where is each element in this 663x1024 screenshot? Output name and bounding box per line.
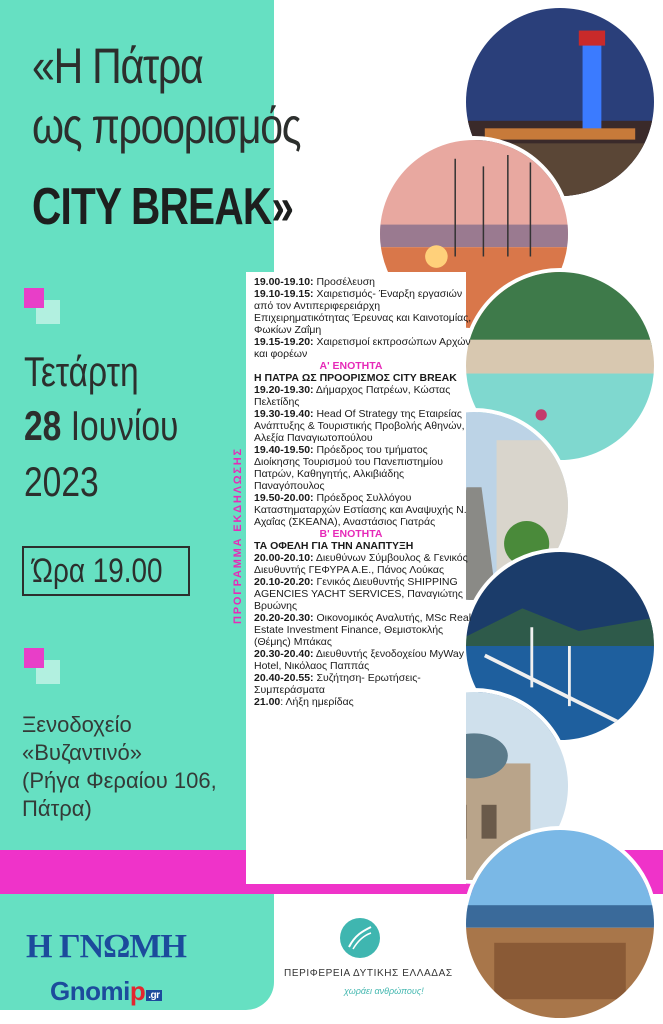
program-time: 19.15-19.20: — [254, 336, 314, 348]
title-line-3: CITY BREAK» — [32, 178, 294, 236]
program-time: 19.00-19.10: — [254, 276, 314, 288]
gnomip-logo[interactable] — [50, 976, 162, 1007]
program-text: Διευθύνων Σύμβουλος & Γενικός Διευθυντής ΓΕΦΥΡΑ Α.Ε., Πάνος Λούκας — [254, 552, 468, 576]
venue-line-4: Πάτρα) — [22, 796, 92, 821]
date-day: 28 — [24, 402, 62, 449]
program-item — [254, 648, 476, 672]
program-text: Γενικός Διευθυντής SHIPPING AGENCIES YACHT SERVICES, Παναγιώτης Βρυώνης — [254, 576, 463, 612]
newspaper-logo-text: Η ΓΝΩΜΗ — [26, 928, 186, 965]
title-line-2: ως προορισμός — [32, 98, 301, 154]
program-item — [254, 336, 476, 360]
program-time: 19.30-19.40: — [254, 408, 314, 420]
program-item — [254, 612, 476, 648]
decor-square-pink — [24, 288, 44, 308]
section-a-label: Α' ΕΝΟΤΗΤΑ — [319, 360, 383, 372]
program-item — [254, 672, 476, 696]
decor-square-pink — [24, 648, 44, 668]
program-time: 20.10-20.20: — [254, 576, 314, 588]
program-time: 19.40-19.50: — [254, 444, 314, 456]
program-text: Πρόεδρος του τμήματος Διοίκησης Τουρισμού του Πανεπιστημίου Πατρών, Καθηγητής, Αλκιβιάδης Παναγόπουλος — [254, 444, 443, 492]
program-text: Χαιρετισμός- Έναρξη εργασιών από τον Αντιπεριφερειάρχη Επιχειρηματικότητας Έρευνας και Καινοτομίας, Φωκίων Ζαΐμη — [254, 288, 472, 336]
program-text: Δήμαρχος Πατρέων, Κώστας Πελετίδης — [254, 384, 451, 408]
program-item — [254, 384, 476, 408]
program-item — [254, 576, 476, 612]
date-month: Ιουνίου — [70, 402, 179, 449]
program-time: 20.20-20.30: — [254, 612, 314, 624]
gnomip-logo-text-b: p — [129, 976, 146, 1006]
program-item — [254, 492, 476, 528]
region-logo-icon — [339, 917, 381, 959]
venue-line-3: (Ρήγα Φεραίου 106, — [22, 768, 217, 793]
program-text: Χαιρετισμοί εκπροσώπων Αρχών και φορέων — [254, 336, 471, 360]
program-vertical-label — [232, 274, 246, 624]
venue-line-2: «Βυζαντινό» — [22, 740, 142, 765]
section-a-heading: Η ΠΑΤΡΑ ΩΣ ΠΡΟΟΡΙΣΜΟΣ CITY BREAK — [254, 372, 457, 384]
section-b-label: Β' ΕΝΟΤΗΤΑ — [319, 528, 383, 540]
program-time: 19.10-19.15: — [254, 288, 314, 300]
newspaper-logo[interactable] — [26, 928, 186, 966]
program-text: Head Of Strategy της Εταιρείας Ανάπτυξης & Τουριστικής Προβολής Αθηνών, Αλεξία Παναγιωτοπούλου — [254, 408, 465, 444]
program-time: 20.30-20.40: — [254, 648, 314, 660]
program-item — [254, 408, 476, 444]
program-vertical-text: ΠΡΟΓΡΑΜΜΑ ΕΚΔΗΛΩΣΗΣ — [232, 447, 244, 624]
program-item — [254, 288, 476, 336]
program-time: 20.40-20.55: — [254, 672, 314, 684]
time-label: Ώρα 19.00 — [32, 552, 163, 590]
date-year: 2023 — [24, 458, 99, 505]
gnomip-logo-tld: .gr — [148, 990, 160, 1001]
program-time: 21.00 — [254, 696, 281, 708]
program-time: 20.00-20.10: — [254, 552, 314, 564]
region-name: ΠΕΡΙΦΕΡΕΙΑ ΔΥΤΙΚΗΣ ΕΛΛΑΔΑΣ — [284, 968, 453, 979]
section-b-heading: ΤΑ ΟΦΕΛΗ ΓΙΑ ΤΗΝ ΑΝΑΠΤΥΞΗ — [254, 540, 414, 552]
program-item — [254, 696, 476, 708]
program-time: 19.50-20.00: — [254, 492, 314, 504]
region-tagline: χωράει ανθρώπους! — [344, 986, 424, 996]
teal-background-top — [0, 0, 274, 40]
gnomip-logo-text-a: Gnomi — [50, 976, 130, 1006]
program-item — [254, 552, 476, 576]
program-text: Προσέλευση — [313, 276, 376, 288]
program-text: Οικονομικός Αναλυτής, MSc Real Estate Investment Finance, Θεμιστοκλής (Θέμης) Μπάκας — [254, 612, 472, 648]
title-line-1: «Η Πάτρα — [32, 38, 203, 94]
program-text: Συζήτηση- Ερωτήσεις- Συμπεράσματα — [254, 672, 421, 696]
venue-line-1: Ξενοδοχείο — [22, 712, 132, 737]
program-text: Πρόεδρος Συλλόγου Καταστηματαρχών Εστίασης και Αναψυχής Ν. Αχαΐας (ΣΚΕΑΝΑ), Αναστάσιος Γιατράς — [254, 492, 467, 528]
program-time: 19.20-19.30: — [254, 384, 314, 396]
date-day-month — [24, 402, 178, 450]
program-text: Διευθυντής ξενοδοχείου MyWay Hotel, Νικόλαος Παππάς — [254, 648, 464, 672]
program-list — [254, 276, 476, 708]
photo-castle — [462, 826, 658, 1022]
program-item — [254, 276, 476, 288]
date-weekday: Τετάρτη — [24, 348, 139, 395]
program-item — [254, 444, 476, 492]
program-text: : Λήξη ημερίδας — [280, 696, 354, 708]
